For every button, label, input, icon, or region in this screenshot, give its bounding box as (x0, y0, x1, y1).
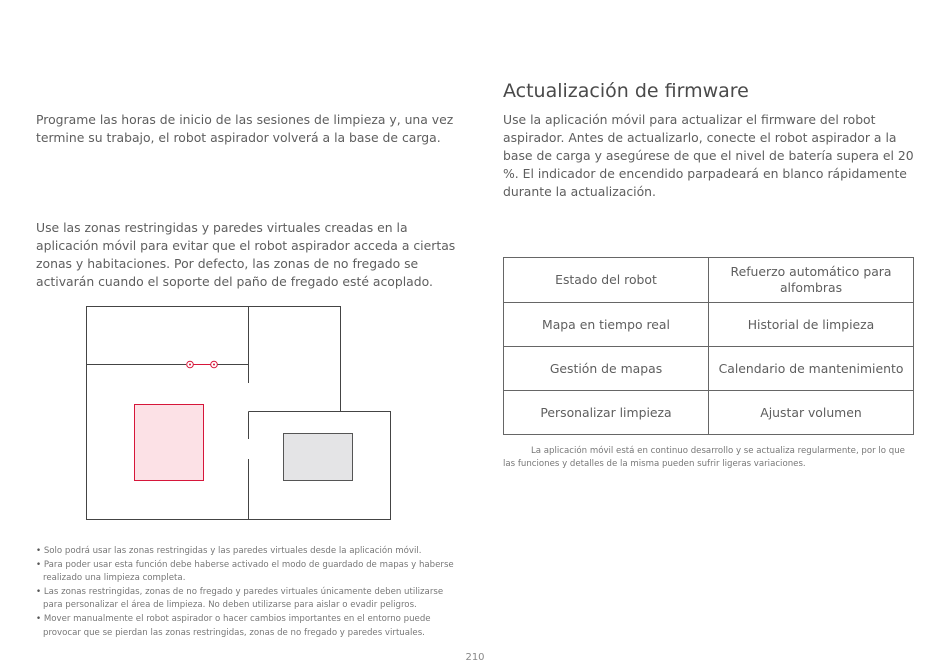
table-row (504, 303, 914, 347)
table-row (504, 258, 914, 303)
table-cell: Mapa en tiempo real (504, 303, 709, 347)
virtual-wall (187, 361, 218, 368)
table-row (504, 347, 914, 391)
app-features-table (503, 257, 914, 435)
table-cell: Personalizar limpieza (504, 391, 709, 435)
table-cell: Refuerzo automático para alfombras (709, 258, 914, 303)
list-item: • Solo podrá usar las zonas restringidas y las paredes virtuales desde la aplicación móvil. (36, 546, 422, 556)
floor-plan-walls (87, 307, 391, 520)
restricted-zone (135, 405, 204, 481)
section-title: Actualización de firmware (503, 80, 749, 102)
table-cell: Historial de limpieza (709, 303, 914, 347)
table-cell: Calendario de mantenimiento (709, 347, 914, 391)
notes-list (36, 545, 456, 640)
table-cell: Estado del robot (504, 258, 709, 303)
schedule-paragraph: Programe las horas de inicio de las sesiones de limpieza y, una vez termine su trabajo, el robot aspirador volverá a la base de carga. (36, 112, 454, 145)
table-cell: Ajustar volumen (709, 391, 914, 435)
table-row (504, 391, 914, 435)
list-item: • Mover manualmente el robot aspirador o hacer cambios importantes en el entorno puede provocar que se pierdan las zonas restringidas, zonas de no fregado y paredes virtuales. (36, 613, 431, 638)
no-mop-zone (284, 434, 353, 481)
restricted-zones-paragraph: Use las zonas restringidas y paredes virtuales creadas en la aplicación móvil para evitar que el robot aspirador acceda a ciertas zonas y habitaciones. Por defecto, las zonas de no fregado se activarán cuando el soporte del paño de fregado esté acoplado. (36, 220, 456, 289)
upper-right-room-wall (249, 307, 341, 412)
upper-room-wall (87, 307, 249, 365)
list-item: • Para poder usar esta función debe haberse activado el modo de guardado de mapas y haberse realizado una limpieza completa. (36, 559, 454, 584)
list-item: • Las zonas restringidas, zonas de no fregado y paredes virtuales únicamente deben utilizarse para personalizar el área de limpieza. No deben utilizarse para aislar o evadir peligros. (36, 586, 444, 611)
table-cell: Gestión de mapas (504, 347, 709, 391)
page-number: 210 (465, 652, 485, 663)
firmware-paragraph: Use la aplicación móvil para actualizar el firmware del robot aspirador. Antes de actualizarlo, conecte el robot aspirador a la base de carga y asegúrese de que el nivel de batería supera el 20 %. El indicador de encendido parpadeará en blanco rápidamente durante la actualización. (503, 112, 914, 199)
app-note: La aplicación móvil está en continuo desarrollo y se actualiza regularmente, por lo que las funciones y detalles de la misma pueden sufrir ligeras variaciones. (503, 446, 905, 469)
